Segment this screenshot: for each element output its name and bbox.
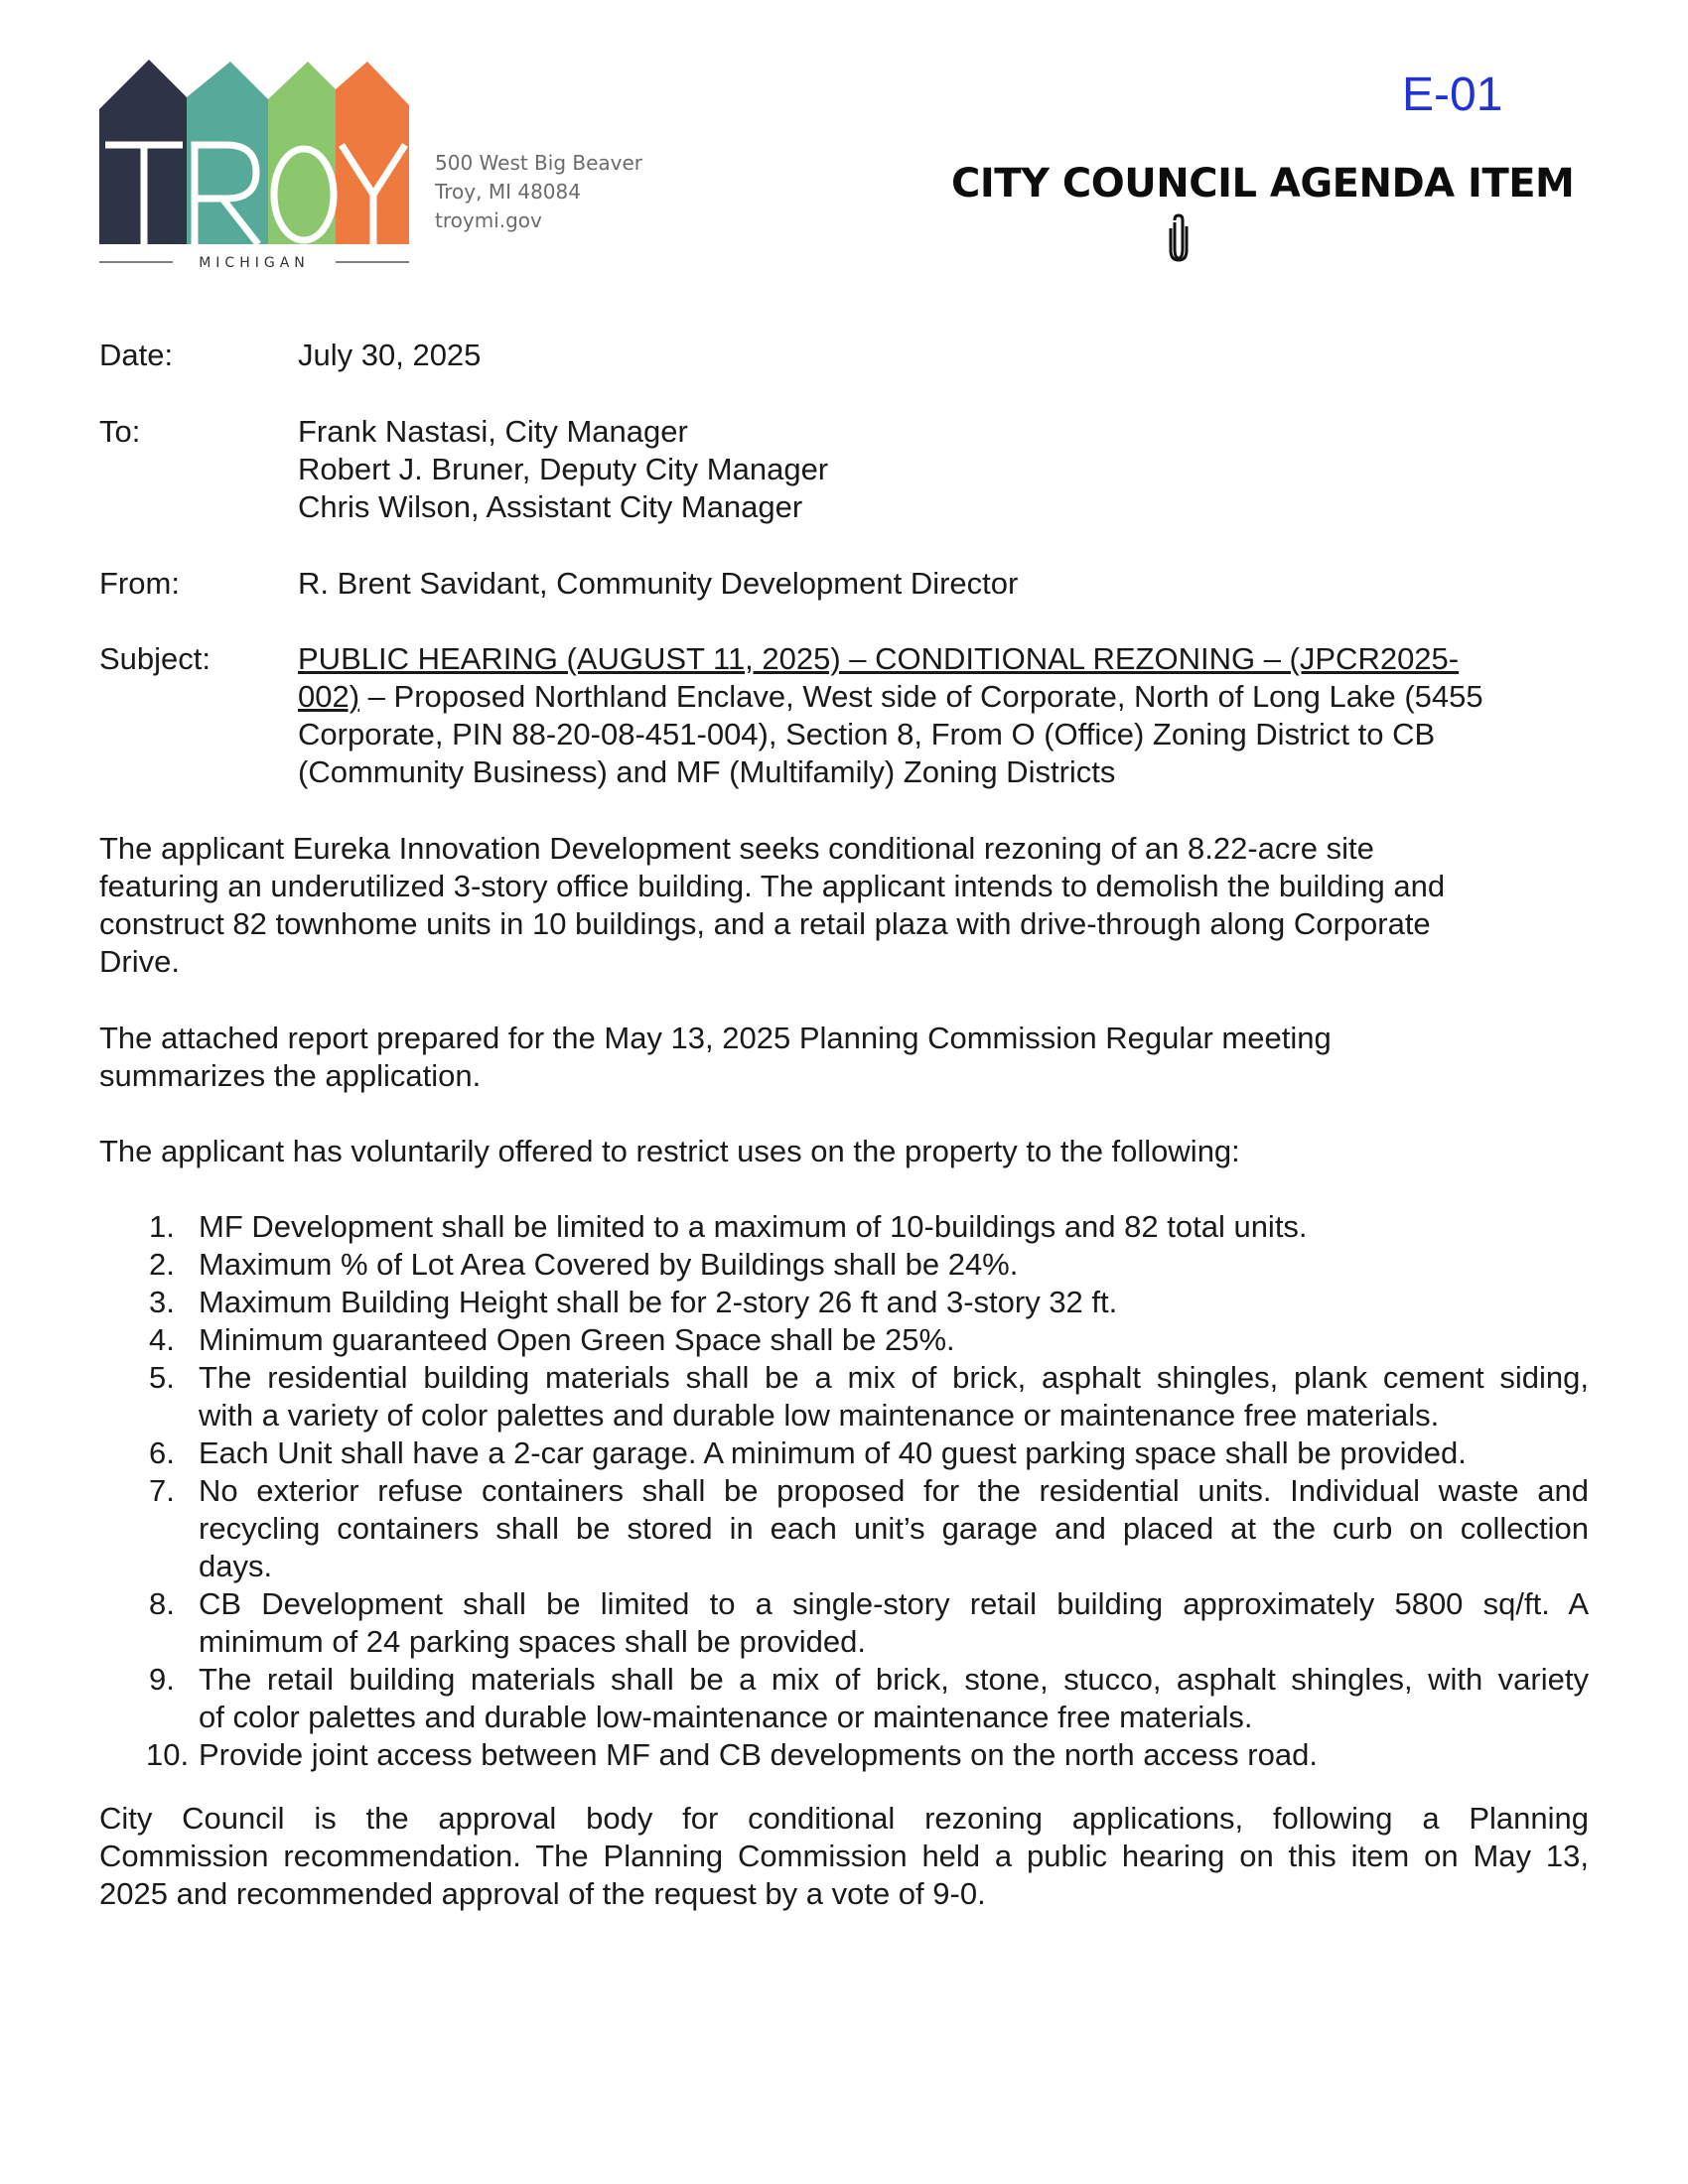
recipient: Robert J. Bruner, Deputy City Manager	[298, 452, 829, 486]
condition-text	[199, 1284, 1589, 1321]
condition-text	[199, 1661, 1589, 1736]
condition-item	[99, 1661, 1589, 1736]
condition-number: 2.	[149, 1247, 175, 1282]
condition-line: MF Development shall be limited to a maximum of 10-buildings and 82 total units.	[199, 1209, 1308, 1244]
condition-item	[99, 1736, 1589, 1774]
condition-item	[99, 1472, 1589, 1585]
condition-number: 7.	[149, 1473, 175, 1508]
report-paragraph	[99, 1020, 1589, 1095]
condition-text	[199, 1434, 1589, 1472]
subject-line: Corporate, PIN 88-20-08-451-004), Section 8, From O (Office) Zoning District to CB	[298, 717, 1436, 751]
paragraph-line: 2025 and recommended approval of the request by a vote of 9-0.	[99, 1876, 986, 1911]
paragraph-line: Drive.	[99, 944, 180, 979]
condition-number: 4.	[149, 1322, 175, 1357]
address-city: Troy, MI 48084	[435, 180, 581, 204]
subject-description: – Proposed Northland Enclave, West side of Corporate, North of Long Lake (5455	[359, 679, 1483, 714]
sender-value: R. Brent Savidant, Community Development Director	[298, 566, 1019, 601]
condition-number: 3.	[149, 1285, 175, 1319]
recipient: Frank Nastasi, City Manager	[298, 414, 688, 449]
paragraph-line: The applicant Eureka Innovation Development seeks conditional rezoning of an 8.22-acre site	[99, 831, 1374, 866]
condition-item	[99, 1585, 1589, 1661]
condition-number: 1.	[149, 1209, 175, 1244]
condition-line: recycling containers shall be stored in each unit’s garage and placed at the curb on collection	[199, 1511, 1589, 1546]
condition-text	[199, 1472, 1589, 1585]
condition-line: CB Development shall be limited to a single-story retail building approximately 5800 sq/ft. A	[199, 1586, 1589, 1621]
paragraph-line: City Council is the approval body for conditional rezoning applications, following a Planning	[99, 1801, 1589, 1836]
condition-number: 8.	[149, 1586, 175, 1621]
date-label: Date:	[99, 338, 174, 372]
from-label: From:	[99, 566, 180, 601]
condition-line: Each Unit shall have a 2-car garage. A minimum of 40 guest parking space shall be provided.	[199, 1435, 1467, 1470]
condition-line: Minimum guaranteed Open Green Space shall be 25%.	[199, 1322, 955, 1357]
condition-item	[99, 1208, 1589, 1246]
paperclip-icon[interactable]	[1167, 212, 1191, 262]
condition-item	[99, 1359, 1589, 1434]
conditions-intro	[99, 1133, 1589, 1170]
condition-line: Maximum % of Lot Area Covered by Buildings shall be 24%.	[199, 1247, 1019, 1282]
memo-subject	[298, 640, 1589, 791]
condition-line: Maximum Building Height shall be for 2-story 26 ft and 3-story 32 ft.	[199, 1285, 1118, 1319]
paragraph-line: The applicant has voluntarily offered to restrict uses on the property to the following:	[99, 1134, 1240, 1168]
condition-text	[199, 1585, 1589, 1661]
condition-item	[99, 1321, 1589, 1359]
approval-paragraph	[99, 1800, 1589, 1913]
condition-line: with a variety of color palettes and durable low maintenance or maintenance free materials.	[199, 1398, 1440, 1433]
condition-text	[199, 1208, 1589, 1246]
logo-teal-house	[187, 62, 274, 244]
address-website: troymi.gov	[435, 208, 542, 232]
condition-line: minimum of 24 parking spaces shall be provided.	[199, 1624, 867, 1659]
condition-line: The retail building materials shall be a mix of brick, stone, stucco, asphalt shingles, with variety	[199, 1662, 1589, 1697]
condition-line: Provide joint access between MF and CB developments on the north access road.	[199, 1737, 1318, 1772]
paragraph-line: The attached report prepared for the May 13, 2025 Planning Commission Regular meeting	[99, 1021, 1332, 1055]
condition-line: of color palettes and durable low-maintenance or maintenance free materials.	[199, 1700, 1253, 1734]
subject-hearing-text: PUBLIC HEARING (AUGUST 11, 2025) – CONDITIONAL REZONING – (JPCR2025-	[298, 641, 1460, 676]
condition-number: 10.	[146, 1737, 190, 1772]
memo-date-value: July 30, 2025	[298, 338, 482, 372]
condition-number: 6.	[149, 1435, 175, 1470]
condition-text	[199, 1321, 1589, 1359]
agenda-item-code: E-01	[1402, 68, 1503, 121]
recipient: Chris Wilson, Assistant City Manager	[298, 489, 803, 524]
condition-item	[99, 1284, 1589, 1321]
to-label: To:	[99, 414, 141, 449]
memo-date	[298, 337, 481, 374]
condition-text	[199, 1359, 1589, 1434]
memo-sender	[298, 565, 1018, 603]
condition-item	[99, 1246, 1589, 1284]
troy-logo	[99, 60, 409, 270]
condition-item	[99, 1434, 1589, 1472]
condition-line: days.	[199, 1549, 273, 1583]
subject-label: Subject:	[99, 641, 211, 676]
subject-case-number: 002)	[298, 679, 360, 714]
condition-line: No exterior refuse containers shall be proposed for the residential units. Individual waste and	[199, 1473, 1589, 1508]
paragraph-line: summarizes the application.	[99, 1058, 482, 1093]
conditions-list	[99, 1208, 1589, 1774]
city-address	[435, 149, 642, 235]
subject-line: (Community Business) and MF (Multifamily) Zoning Districts	[298, 754, 1116, 789]
agenda-title: CITY COUNCIL AGENDA ITEM	[951, 161, 1575, 206]
logo-michigan-text: MICHIGAN	[199, 255, 310, 270]
paragraph-line: construct 82 townhome units in 10 buildings, and a retail plaza with drive-through along Corporate	[99, 906, 1431, 941]
condition-text	[199, 1246, 1589, 1284]
paragraph-line: Commission recommendation. The Planning Commission held a public hearing on this item on May 13,	[99, 1839, 1589, 1873]
condition-line: The residential building materials shall be a mix of brick, asphalt shingles, plank cement siding,	[199, 1360, 1589, 1395]
condition-number: 5.	[149, 1360, 175, 1395]
paragraph-line: featuring an underutilized 3-story office building. The applicant intends to demolish the building and	[99, 869, 1446, 903]
condition-number: 9.	[149, 1662, 175, 1697]
memo-recipients	[298, 413, 828, 526]
address-street: 500 West Big Beaver	[435, 151, 643, 175]
intro-paragraph	[99, 830, 1589, 981]
condition-text	[199, 1736, 1589, 1774]
